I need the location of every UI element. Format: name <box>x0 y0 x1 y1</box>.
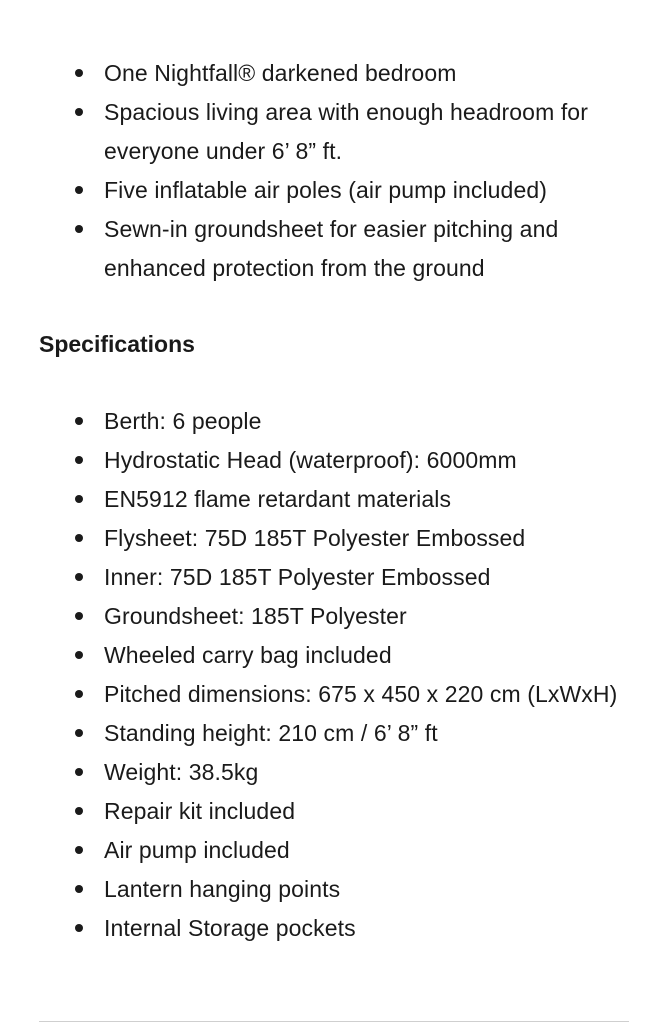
list-item-text: Groundsheet: 185T Polyester <box>104 603 407 629</box>
list-item-text: One Nightfall® darkened bedroom <box>104 60 457 86</box>
specifications-heading: Specifications <box>39 331 195 357</box>
list-item-text: Inner: 75D 185T Polyester Embossed <box>104 564 491 590</box>
list-item <box>0 558 668 597</box>
list-item <box>0 870 668 909</box>
bullet-icon <box>75 417 83 425</box>
list-item-text: Wheeled carry bag included <box>104 642 392 668</box>
bullet-icon <box>75 690 83 698</box>
list-item-text: Hydrostatic Head (waterproof): 6000mm <box>104 447 517 473</box>
bullet-icon <box>75 69 83 77</box>
list-item <box>0 792 668 831</box>
bullet-icon <box>75 225 83 233</box>
list-item <box>0 210 668 288</box>
bullet-icon <box>75 612 83 620</box>
bullet-icon <box>75 108 83 116</box>
list-item-text: Flysheet: 75D 185T Polyester Embossed <box>104 525 526 551</box>
list-item <box>0 597 668 636</box>
list-item <box>0 636 668 675</box>
list-item-text: Air pump included <box>104 837 290 863</box>
bullet-icon <box>75 807 83 815</box>
bullet-icon <box>75 186 83 194</box>
divider <box>39 1021 629 1022</box>
list-item <box>0 714 668 753</box>
list-item-text: EN5912 flame retardant materials <box>104 486 452 512</box>
bullet-icon <box>75 534 83 542</box>
list-item <box>0 171 668 210</box>
bullet-icon <box>75 456 83 464</box>
list-item <box>0 909 668 948</box>
specifications-list <box>0 402 668 948</box>
list-item-text: Five inflatable air poles (air pump included) <box>104 177 547 203</box>
bullet-icon <box>75 768 83 776</box>
bullet-icon <box>75 573 83 581</box>
list-item-text: Weight: 38.5kg <box>104 759 259 785</box>
list-item <box>0 480 668 519</box>
list-item-text: Repair kit included <box>104 798 296 824</box>
bullet-icon <box>75 846 83 854</box>
list-item-text: Sewn-in groundsheet for easier pitching and enhanced protection from the ground <box>104 216 559 281</box>
bullet-icon <box>75 729 83 737</box>
list-item-text: Pitched dimensions: 675 x 450 x 220 cm (LxWxH) <box>104 681 618 707</box>
list-item-text: Spacious living area with enough headroom for everyone under 6’ 8” ft. <box>104 99 588 164</box>
list-item <box>0 675 668 714</box>
features-list <box>0 54 668 288</box>
list-item <box>0 402 668 441</box>
bullet-icon <box>75 651 83 659</box>
list-item-text: Standing height: 210 cm / 6’ 8” ft <box>104 720 438 746</box>
list-item <box>0 54 668 93</box>
bullet-icon <box>75 885 83 893</box>
list-item <box>0 93 668 171</box>
list-item-text: Berth: 6 people <box>104 408 262 434</box>
list-item <box>0 831 668 870</box>
list-item <box>0 441 668 480</box>
list-item <box>0 519 668 558</box>
list-item-text: Internal Storage pockets <box>104 915 356 941</box>
bullet-icon <box>75 495 83 503</box>
bullet-icon <box>75 924 83 932</box>
list-item-text: Lantern hanging points <box>104 876 341 902</box>
list-item <box>0 753 668 792</box>
